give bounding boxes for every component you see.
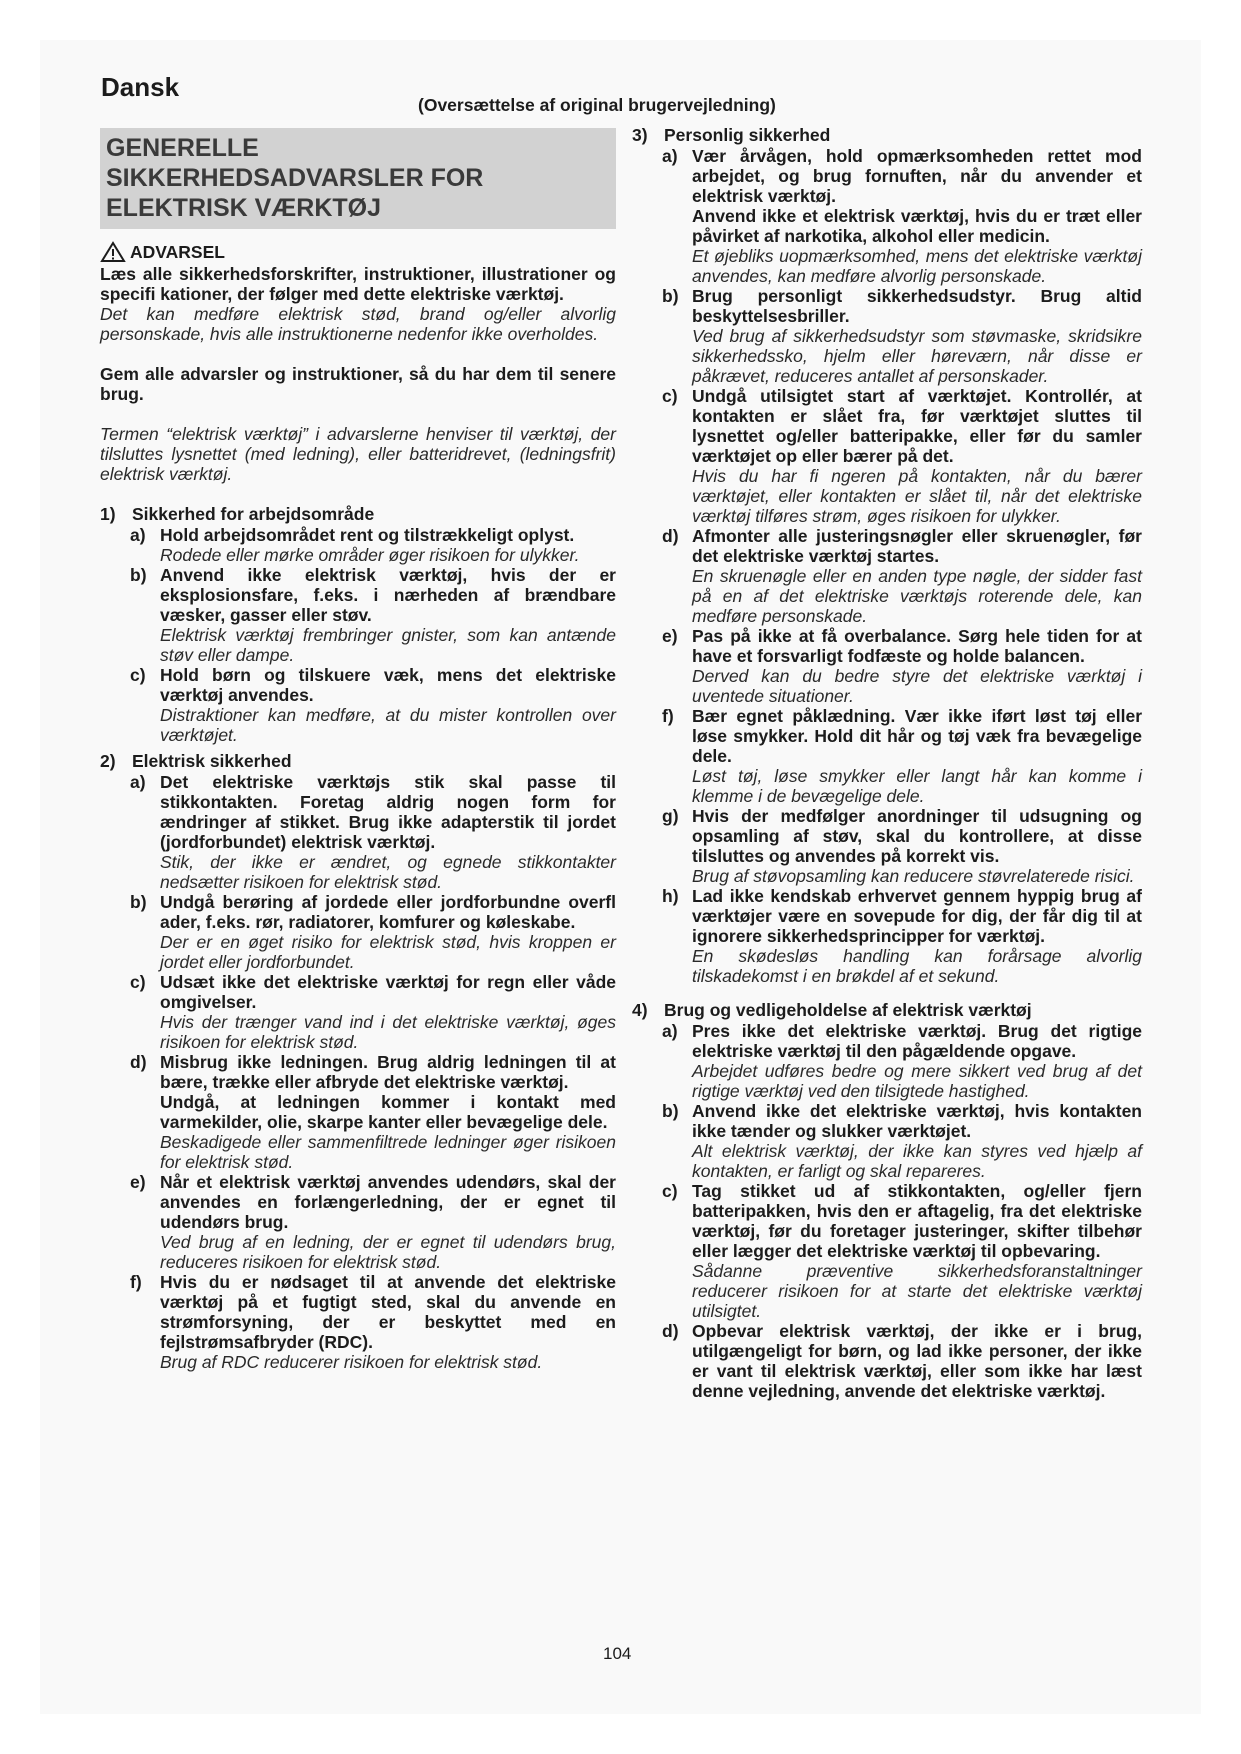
section-electrical-safety: 2) Elektrisk sikkerhed a) Det elektriske værktøjs stik skal passe til stikkontakten. Foretag aldrig nogen form for ændringer af stikket. Brug ikke adapterstik til jordet (jordforbundet) elektrisk værktøj. Stik, der ikke er ændret, og egnede stikkontakter nedsætter risikoen for elektrisk stød. b) Undgå berøring af jordede eller jordforbundne overfl ader, f.eks. rør, radiatorer, komfurer og køleskabe. Der er en øget risiko for elektrisk stød, hvis kroppen er jordet eller jordforbundet. c) Udsæt ikke det elektriske værktøj for regn eller våde omgivelser. Hvis der trænger vand ind i det elektriske værktøj, øges risikoen for elektrisk stød. d) Misbrug ikke ledningen. Brug aldrig ledningen til at bære, trække eller afbryde det elektriske værktøj. Undgå, at ledningen kommer i kontakt med varmekilder, olie, skarpe kanter eller bevægelige dele. Beskadigede eller sammenfiltrede ledninger øger risikoen for elektrisk stød. e) Når et elektrisk værktøj anvendes udendørs, skal der anvendes en forlængerledning, der er egnet til udendørs brug. Ved brug af en ledning, der er egnet til udendørs brug, reduceres risikoen for elektrisk stød. f) Hvis du er nødsaget til at anvende det elektriske værktøj på et fugtigt sted, skal du anvende en strømforsyning, der er beskyttet med en fejlstrømsafbryder (RDC). Brug af RDC reducerer risikoen for elektrisk stød. (100, 751, 616, 1372)
section-work-area: 1) Sikkerhed for arbejdsområde a) Hold arbejdsområdet rent og tilstrækkeligt oplyst. Rodede eller mørke områder øger risikoen for ulykker. b) Anvend ikke elektrisk værktøj, hvis der er eksplosionsfare, f.eks. i nærheden af brændbare væsker, gasser eller støv. Elektrisk værktøj frembringer gnister, som kan antænde støv eller dampe. c) Hold børn og tilskuere væk, mens det elektriske værktøj anvendes. Distraktioner kan medføre, at du mister kontrollen over værktøjet. (100, 504, 616, 745)
list-item: c) Udsæt ikke det elektriske værktøj for regn eller våde omgivelser. Hvis der trænger vand ind i det elektriske værktøj, øges risikoen for elektrisk stød. (130, 972, 616, 1052)
list-item: c) Undgå utilsigtet start af værktøjet. Kontrollér, at kontakten er slået fra, før værktøjet sluttes til lysnettet og/eller batteripakke, eller før du samler værktøjet op eller bærer på det. Hvis du har fi ngeren på kontakten, når du bærer værktøjet, eller kontakten er slået til, når det elektriske værktøj tilføres strøm, øges risikoen for ulykker. (662, 386, 1142, 526)
left-column (100, 128, 616, 1372)
section-tool-use-care: 4) Brug og vedligeholdelse af elektrisk værktøj a) Pres ikke det elektriske værktøj. Brug det rigtige elektriske værktøj til den pågældende opgave. Arbejdet udføres bedre og mere sikkert ved brug af det rigtige værktøj ved den tilsigtede hastighed. b) Anvend ikke det elektriske værktøj, hvis kontakten ikke tænder og slukker værktøjet. Alt elektrisk værktøj, der ikke kan styres ved hjælp af kontakten, er farligt og skal repareres. c) Tag stikket ud af stikkontakten, og/eller fjern batteripakken, hvis den er aftagelig, fra det elektriske værktøj, før du foretager justeringer, skifter tilbehør eller lægger det elektriske værktøj til opbevaring. Sådanne præventive sikkerhedsforanstaltninger reducerer risikoen for at starte det elektriske værktøj utilsigtet. d) Opbevar elektrisk værktøj, der ikke er i brug, utilgængeligt for børn, og lad ikke personer, der ikke er vant til elektrisk værktøj, eller som ikke har læst denne vejledning, anvende det elektriske værktøj. (632, 1000, 1142, 1401)
warning-label: ADVARSEL (100, 241, 616, 263)
list-item: e) Når et elektrisk værktøj anvendes udendørs, skal der anvendes en forlængerledning, der er egnet til udendørs brug. Ved brug af en ledning, der er egnet til udendørs brug, reduceres risikoen for elektrisk stød. (130, 1172, 616, 1272)
right-column (632, 125, 1142, 1401)
list-item: b) Anvend ikke elektrisk værktøj, hvis der er eksplosionsfare, f.eks. i nærheden af brændbare væsker, gasser eller støv. Elektrisk værktøj frembringer gnister, som kan antænde støv eller dampe. (130, 565, 616, 665)
document-subtitle: (Oversættelse af original brugervejledning) (418, 95, 776, 115)
list-item: f) Hvis du er nødsaget til at anvende det elektriske værktøj på et fugtigt sted, skal du anvende en strømforsyning, der er beskyttet med en fejlstrømsafbryder (RDC). Brug af RDC reducerer risikoen for elektrisk stød. (130, 1272, 616, 1372)
list-item: a) Hold arbejdsområdet rent og tilstrækkeligt oplyst. Rodede eller mørke områder øger risikoen for ulykker. (130, 525, 580, 565)
section-title: Elektrisk sikkerhed (132, 751, 292, 771)
list-item: e) Pas på ikke at få overbalance. Sørg hele tiden for at have et forsvarligt fodfæste og holde balancen. Derved kan du bedre styre det elektriske værktøj i uventede situationer. (662, 626, 1142, 706)
list-item: c) Tag stikket ud af stikkontakten, og/eller fjern batteripakken, hvis den er aftagelig, fra det elektriske værktøj, før du foretager justeringer, skifter tilbehør eller lægger det elektriske værktøj til opbevaring. Sådanne præventive sikkerhedsforanstaltninger reducerer risikoen for at starte det elektriske værktøj utilsigtet. (662, 1181, 1142, 1321)
keep-instructions-note: Gem alle advarsler og instruktioner, så du har dem til senere brug. (100, 364, 616, 404)
list-item: d) Afmonter alle justeringsnøgler eller skruenøgler, før det elektriske værktøj startes. En skruenøgle eller en anden type nøgle, der sidder fast på en af det elektriske værktøjs roterende dele, kan medføre personskade. (662, 526, 1142, 626)
list-item: h) Lad ikke kendskab erhvervet gennem hyppig brug af værktøjer være en sovepude for dig, der får dig til at ignorere sikkerhedsprincipper for værktøj. En skødesløs handling kan forårsage alvorlig tilskadekomst i en brøkdel af et sekund. (662, 886, 1142, 986)
list-item: a) Vær årvågen, hold opmærksomheden rettet mod arbejdet, og brug fornuften, når du anvender et elektrisk værktøj. Anvend ikke et elektrisk værktøj, hvis du er træt eller påvirket af narkotika, alkohol eller medicin. Et øjebliks uopmærksomhed, mens det elektriske værktøj anvendes, kan medføre alvorlig personskade. (662, 146, 1142, 286)
warning-consequence: Det kan medføre elektrisk stød, brand og/eller alvorlig personskade, hvis alle instruktionerne nedenfor ikke overholdes. (100, 304, 616, 344)
language-heading: Dansk (101, 72, 180, 102)
section-title: Sikkerhed for arbejdsområde (132, 504, 375, 524)
list-item: d) Opbevar elektrisk værktøj, der ikke er i brug, utilgængeligt for børn, og lad ikke personer, der ikke er vant til elektrisk værktøj, eller som ikke har læst denne vejledning, anvende det elektriske værktøj. (662, 1321, 1142, 1401)
list-item: b) Anvend ikke det elektriske værktøj, hvis kontakten ikke tænder og slukker værktøjet. Alt elektrisk værktøj, der ikke kan styres ved hjælp af kontakten, er farligt og skal repareres. (662, 1101, 1142, 1181)
list-item: g) Hvis der medfølger anordninger til udsugning og opsamling af støv, skal du kontrollere, at disse tilsluttes og anvendes på korrekt vis. Brug af støvopsamling kan reducere støvrelaterede risici. (662, 806, 1142, 886)
term-note: Termen “elektrisk værktøj” i advarslerne henviser til værktøj, der tilsluttes lysnettet (med ledning), eller batteridrevet, (ledningsfrit) elektrisk værktøj. (100, 424, 616, 484)
warning-triangle-icon (100, 241, 126, 263)
page-number: 104 (603, 1644, 632, 1663)
main-heading: GENERELLE SIKKERHEDSADVARSLER FOR ELEKTRISK VÆRKTØJ (100, 128, 616, 229)
list-item: b) Brug personligt sikkerhedsudstyr. Brug altid beskyttelsesbriller. Ved brug af sikkerhedsudstyr som støvmaske, skridsikre sikkerhedssko, hjelm eller høreværn, når disse er påkrævet, reduceres antallet af personskader. (662, 286, 1142, 386)
warning-text: Læs alle sikkerhedsforskrifter, instruktioner, illustrationer og specifi kationer, der følger med dette elektriske værktøj. (100, 264, 616, 304)
section-title: Brug og vedligeholdelse af elektrisk værktøj (664, 1000, 1032, 1020)
section-personal-safety: 3) Personlig sikkerhed a) Vær årvågen, hold opmærksomheden rettet mod arbejdet, og brug fornuften, når du anvender et elektrisk værktøj. Anvend ikke et elektrisk værktøj, hvis du er træt eller påvirket af narkotika, alkohol eller medicin. Et øjebliks uopmærksomhed, mens det elektriske værktøj anvendes, kan medføre alvorlig personskade. b) Brug personligt sikkerhedsudstyr. Brug altid beskyttelsesbriller. Ved brug af sikkerhedsudstyr som støvmaske, skridsikre sikkerhedssko, hjelm eller høreværn, når disse er påkrævet, reduceres antallet af personskader. c) Undgå utilsigtet start af værktøjet. Kontrollér, at kontakten er slået fra, før værktøjet sluttes til lysnettet og/eller batteripakke, eller før du samler værktøjet op eller bærer på det. Hvis du har fi ngeren på kontakten, når du bærer værktøjet, eller kontakten er slået til, når det elektriske værktøj tilføres strøm, øges risikoen for ulykker. d) Afmonter alle justeringsnøgler eller skruenøgler, før det elektriske værktøj startes. En skruenøgle eller en anden type nøgle, der sidder fast på en af det elektriske værktøjs roterende dele, kan medføre personskade. e) Pas på ikke at få overbalance. Sørg hele tiden for at have et forsvarligt fodfæste og holde balancen. Derved kan du bedre styre det elektriske værktøj i uventede situationer. f) Bær egnet påklædning. Vær ikke iført løst tøj eller løse smykker. Hold dit hår og tøj væk fra bevægelige dele. Løst tøj, løse smykker eller langt hår kan komme i klemme i de bevægelige dele. g) Hvis der medfølger anordninger til udsugning og opsamling af støv, skal du kontrollere, at disse tilsluttes og anvendes på korrekt vis. Brug af støvopsamling kan reducere støvrelaterede risici. h) Lad ikke kendskab erhvervet gennem hyppig brug af værktøjer være en sovepude for dig, der får dig til at ignorere sikkerhedsprincipper for værktøj. En skødesløs handling kan forårsage alvorlig tilskadekomst i en brøkdel af et sekund. (632, 125, 1142, 986)
list-item: c) Hold børn og tilskuere væk, mens det elektriske værktøj anvendes. Distraktioner kan medføre, at du mister kontrollen over værktøjet. (130, 665, 616, 745)
list-item: d) Misbrug ikke ledningen. Brug aldrig ledningen til at bære, trække eller afbryde det elektriske værktøj. Undgå, at ledningen kommer i kontakt med varmekilder, olie, skarpe kanter eller bevægelige dele. Beskadigede eller sammenfiltrede ledninger øger risikoen for elektrisk stød. (130, 1052, 616, 1172)
list-item: a) Det elektriske værktøjs stik skal passe til stikkontakten. Foretag aldrig nogen form for ændringer af stikket. Brug ikke adapterstik til jordet (jordforbundet) elektrisk værktøj. Stik, der ikke er ændret, og egnede stikkontakter nedsætter risikoen for elektrisk stød. (130, 772, 616, 892)
list-item: b) Undgå berøring af jordede eller jordforbundne overfl ader, f.eks. rør, radiatorer, komfurer og køleskabe. Der er en øget risiko for elektrisk stød, hvis kroppen er jordet eller jordforbundet. (130, 892, 616, 972)
list-item: f) Bær egnet påklædning. Vær ikke iført løst tøj eller løse smykker. Hold dit hår og tøj væk fra bevægelige dele. Løst tøj, løse smykker eller langt hår kan komme i klemme i de bevægelige dele. (662, 706, 1142, 806)
list-item: a) Pres ikke det elektriske værktøj. Brug det rigtige elektriske værktøj til den pågældende opgave. Arbejdet udføres bedre og mere sikkert ved brug af det rigtige værktøj ved den tilsigtede hastighed. (662, 1021, 1142, 1101)
section-title: Personlig sikkerhed (664, 125, 831, 145)
